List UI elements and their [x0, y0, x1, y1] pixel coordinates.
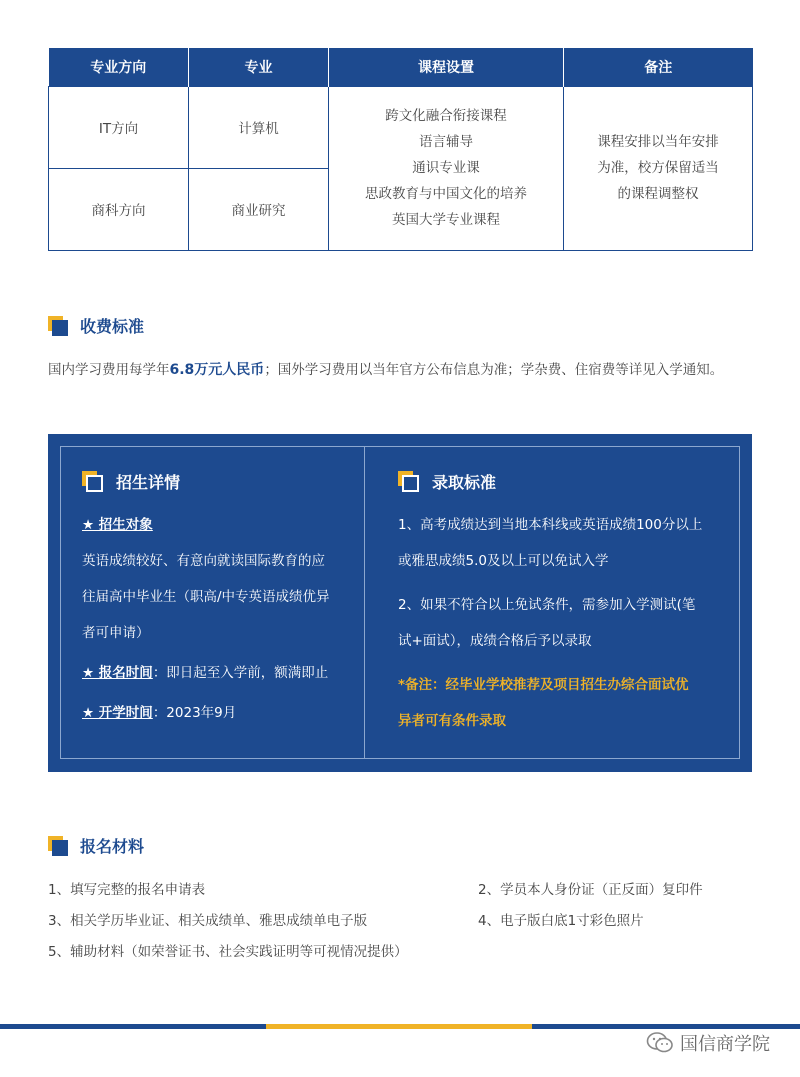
- checkbox-frame-icon: [398, 471, 422, 493]
- table-row: [49, 86, 753, 168]
- table-header-row: [49, 48, 753, 86]
- criteria-item-1: [398, 507, 728, 579]
- checkbox-frame-icon: [82, 471, 106, 493]
- material-item: 4、电子版白底1寸彩色照片: [478, 913, 644, 929]
- course-item: 通识专业课: [412, 160, 480, 176]
- square-bullet-icon: [48, 316, 70, 336]
- criteria-line: 2、如果不符合以上免试条件，需参加入学测试(笔: [398, 597, 696, 613]
- material-item: 2、学员本人身份证（正反面）复印件: [478, 882, 703, 898]
- course-item: 思政教育与中国文化的培养: [365, 186, 527, 202]
- cell-major: 商业研究: [189, 168, 329, 250]
- criteria-item-2: [398, 587, 728, 659]
- start-label: ★ 开学时间: [82, 705, 153, 721]
- admissions-panel: [48, 434, 752, 772]
- admissions-title: 招生详情: [116, 473, 181, 492]
- header-major: 专业: [189, 48, 329, 86]
- signup-label: ★ 报名时间: [82, 665, 153, 681]
- criteria-line: 或雅思成绩5.0及以上可以免试入学: [398, 553, 609, 569]
- fees-suffix: ；国外学习费用以当年官方公布信息为准；学杂费、住宿费等详见入学通知。: [264, 362, 724, 378]
- criteria-title: 录取标准: [432, 473, 497, 492]
- remark-line: 课程安排以当年安排: [597, 134, 719, 150]
- remark-line: 为准，校方保留适当: [597, 160, 719, 176]
- material-item: 5、辅助材料（如荣誉证书、社会实践证明等可视情况提供）: [48, 944, 408, 960]
- materials-title: 报名材料: [80, 837, 145, 856]
- criteria-heading: [398, 470, 728, 493]
- target-line: 英语成绩较好、有意向就读国际教育的应: [82, 553, 325, 569]
- start-row: [82, 695, 354, 731]
- remark-line: 的课程调整权: [617, 186, 699, 202]
- criteria-note: [398, 667, 728, 739]
- target-line: 往届高中毕业生（职高/中专英语成绩优异: [82, 589, 330, 605]
- course-item: 跨文化融合衔接课程: [385, 108, 507, 124]
- header-remarks: 备注: [564, 48, 753, 86]
- note-line: 异者可有条件录取: [398, 713, 506, 729]
- wechat-icon: [646, 1031, 674, 1055]
- footer-bar-middle: [266, 1024, 532, 1029]
- brand-watermark: [646, 1030, 770, 1056]
- fees-text: [48, 358, 723, 379]
- signup-row: [82, 655, 354, 691]
- note-line: *备注：经毕业学校推荐及项目招生办综合面试优: [398, 677, 689, 693]
- target-line: 者可申请）: [82, 625, 150, 641]
- material-item: 1、填写完整的报名申请表: [48, 882, 206, 898]
- program-table: [48, 48, 753, 251]
- admissions-details: [82, 446, 354, 731]
- cell-direction: 商科方向: [49, 168, 189, 250]
- admissions-heading: [82, 470, 354, 493]
- material-item: 3、相关学历毕业证、相关成绩单、雅思成绩单电子版: [48, 913, 368, 929]
- footer-bar-right: [532, 1024, 800, 1029]
- square-bullet-icon: [48, 836, 70, 856]
- target-label: ★ 招生对象: [82, 517, 153, 533]
- cell-major: 计算机: [189, 86, 329, 168]
- course-item: 语言辅导: [419, 134, 473, 150]
- fees-amount: 6.8万元人民币: [169, 362, 265, 378]
- admission-criteria: [398, 446, 728, 739]
- cell-remarks: [564, 86, 753, 250]
- cell-direction: IT方向: [49, 86, 189, 168]
- cell-courses: [329, 86, 564, 250]
- footer-bar-left: [0, 1024, 266, 1029]
- materials-heading: [48, 834, 144, 857]
- brand-name: 国信商学院: [680, 1034, 770, 1055]
- fees-heading: [48, 314, 144, 337]
- start-value: ：2023年9月: [152, 705, 237, 721]
- fees-title: 收费标准: [80, 317, 145, 336]
- panel-divider: [364, 446, 365, 759]
- header-direction: 专业方向: [49, 48, 189, 86]
- target-label-row: [82, 507, 354, 543]
- fees-prefix: 国内学习费用每学年: [48, 362, 170, 378]
- course-item: 英国大学专业课程: [392, 212, 500, 228]
- criteria-line: 试+面试），成绩合格后予以录取: [398, 633, 592, 649]
- signup-value: ：即日起至入学前，额满即止: [152, 665, 329, 681]
- header-courses: 课程设置: [329, 48, 564, 86]
- target-description: [82, 543, 354, 651]
- criteria-line: 1、高考成绩达到当地本科线或英语成绩100分以上: [398, 517, 703, 533]
